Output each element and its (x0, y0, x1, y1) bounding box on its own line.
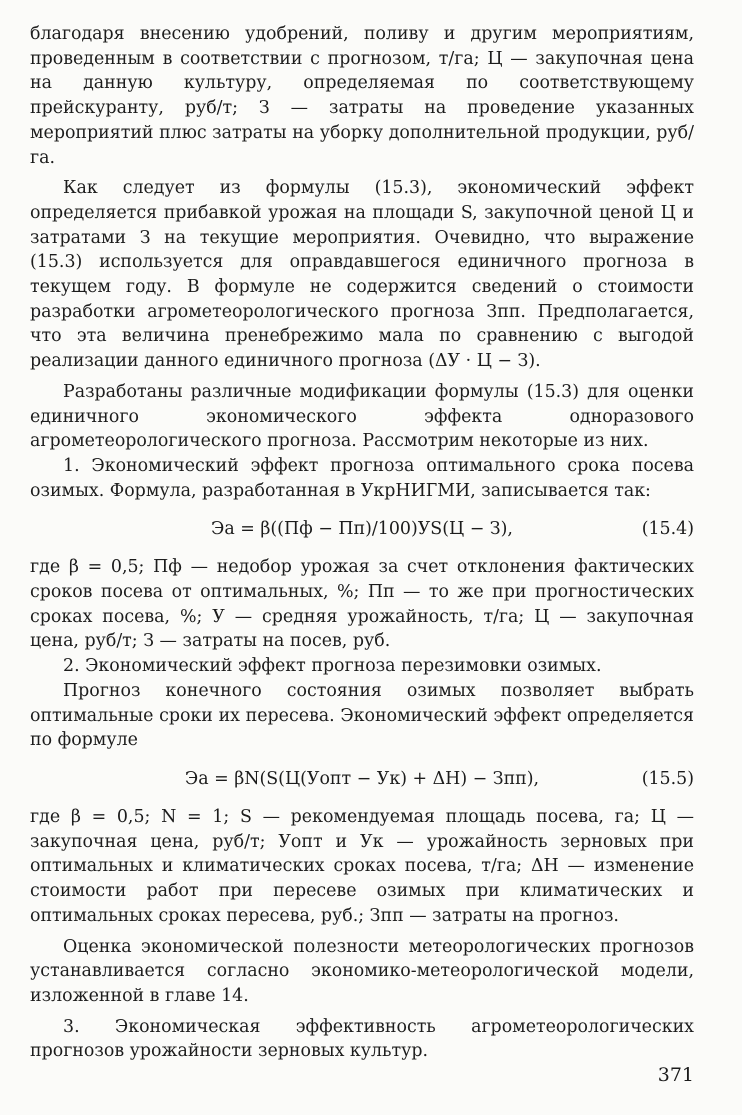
formula-15-5 (30, 753, 694, 805)
page-number: 371 (657, 1064, 694, 1086)
paragraph-6: 2. Экономический эффект прогноза перезимовки озимых. (63, 656, 602, 677)
formula-15-5-expression: Эа = βN(S(Ц(Уопт − Ук) + ΔH) − Зпп), (184, 768, 540, 789)
paragraph-8: где β = 0,5; N = 1; S — рекомендуемая площадь посева, га; Ц — закупочная цена, руб/т; Уопт и Ук — урожайность зерновых при оптимальных и климатических сроках посева, т/га; ΔН — изменение стоимости работ при пересеве озимых при климатических и оптимальных сроках пересева, руб.; Зпп — затраты на прогноз. (30, 806, 694, 926)
paragraph-2: Как следует из формулы (15.3), экономический эффект определяется прибавкой урожая на площади S, закупочной ценой Ц и затратами З на текущие мероприятия. Очевидно, что выражение (15.3) используется для оправдавшегося единичного прогноза в текущем году. В формуле не содержится сведений о стоимости разработки агрометеорологического прогноза Зпп. Предполагается, что эта величина пренебрежимо мала по сравнению с выгодой реализации данного единичного прогноза (ΔУ · Ц − З). (30, 178, 694, 372)
page-body (30, 22, 694, 1064)
formula-15-5-number: (15.5) (641, 768, 694, 789)
paragraph-3: Разработаны различные модификации формулы (15.3) для оценки единичного экономического эффекта одноразового агрометеорологического прогноза. Рассмотрим некоторые из них. (30, 381, 694, 452)
paragraph-7: Прогноз конечного состояния озимых позволяет выбрать оптимальные сроки их пересева. Экономический эффект определяется по формуле (30, 680, 694, 751)
formula-15-4-number: (15.4) (641, 519, 694, 540)
formula-15-4-expression: Эа = β((Пф − Пп)/100)УS(Ц − З), (211, 519, 513, 540)
paragraph-9: Оценка экономической полезности метеорологических прогнозов устанавливается согласно экономико-метеорологической модели, изложенной в главе 14. (30, 936, 694, 1006)
paragraph-10: 3. Экономическая эффективность агрометеорологических прогнозов урожайности зерновых культур. (30, 1016, 694, 1062)
paragraph-4: 1. Экономический эффект прогноза оптимального срока посева озимых. Формула, разработанная в УкрНИГМИ, записывается так: (30, 455, 694, 501)
formula-15-4 (30, 503, 694, 555)
paragraph-1: благодаря внесению удобрений, поливу и другим мероприятиям, проведенным в соответствии с прогнозом, т/га; Ц — закупочная цена на данную культуру, определяемая по соответствующему прейскуранту, руб/т; З — затраты на проведение указанных мероприятий плюс затраты на уборку дополнительной продукции, руб/га. (30, 24, 694, 168)
paragraph-5: где β = 0,5; Пф — недобор урожая за счет отклонения фактических сроков посева от оптимальных, %; Пп — то же при прогностических сроках посева, %; У — средняя урожайность, т/га; Ц — закупочная цена, руб/т; З — затраты на посев, руб. (30, 557, 694, 652)
